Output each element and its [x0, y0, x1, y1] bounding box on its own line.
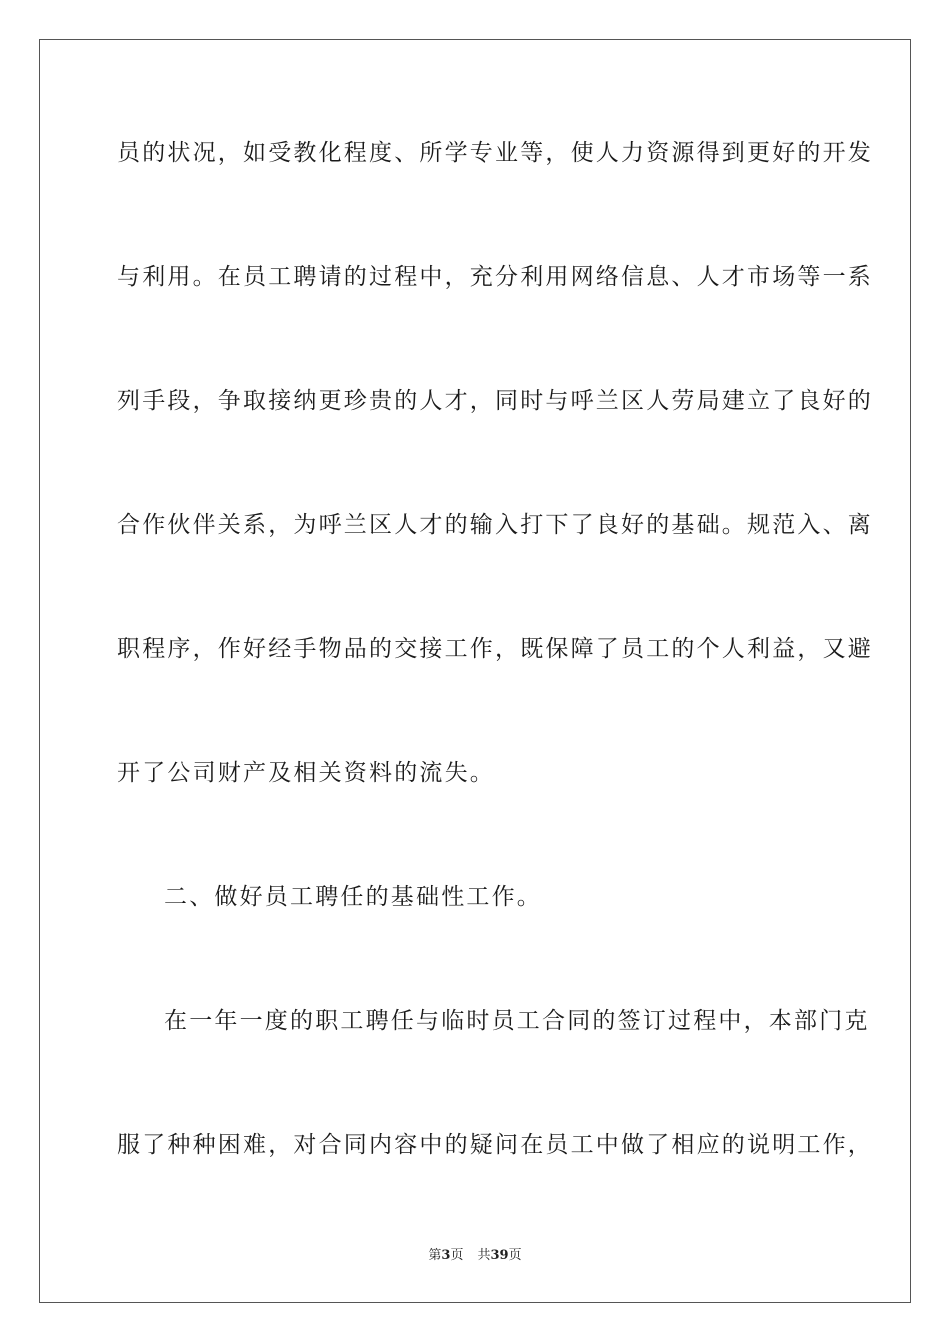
footer-page-suffix: 页 [450, 1248, 464, 1263]
body-line-3: 列手段，争取接纳更珍贵的人才，同时与呼兰区人劳局建立了良好的 [117, 388, 873, 414]
page-footer [0, 1248, 950, 1264]
body-line-6: 开了公司财产及相关资料的流失。 [117, 760, 495, 786]
footer-page-prefix: 第 [428, 1248, 442, 1263]
body-line-1: 员的状况，如受教化程度、所学专业等，使人力资源得到更好的开发 [117, 140, 873, 166]
body-line-8: 在一年一度的职工聘任与临时员工合同的签订过程中，本部门克 [164, 1008, 870, 1034]
page-border [39, 39, 911, 1303]
footer-total-prefix: 共 [477, 1248, 491, 1263]
section-heading: 二、做好员工聘任的基础性工作。 [164, 884, 542, 910]
footer-page-number: 3 [441, 1248, 451, 1263]
body-line-2: 与利用。在员工聘请的过程中，充分利用网络信息、人才市场等一系 [117, 264, 873, 290]
footer-total-suffix: 页 [508, 1248, 522, 1263]
body-line-9: 服了种种困难，对合同内容中的疑问在员工中做了相应的说明工作， [117, 1132, 873, 1158]
body-line-4: 合作伙伴关系，为呼兰区人才的输入打下了良好的基础。规范入、离 [117, 512, 873, 538]
footer-total-pages: 39 [490, 1248, 509, 1263]
body-line-5: 职程序，作好经手物品的交接工作，既保障了员工的个人利益，又避 [117, 636, 873, 662]
